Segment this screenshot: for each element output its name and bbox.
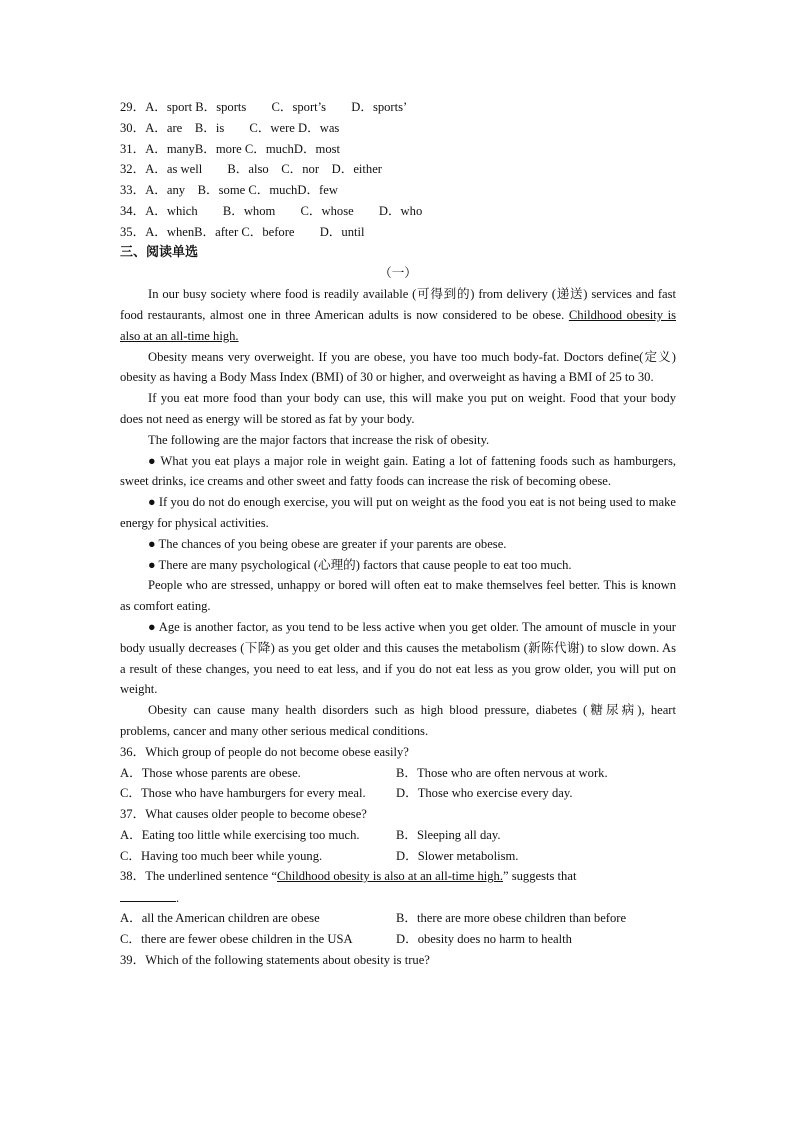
bullet-point-age: ● Age is another factor, as you tend to be less active when you get older. The amount of muscle in your body usually decreases (下降) as you get older and this causes the metabolism (新陈代谢) to slow down. As a result of these changes, you need to eat less, and if you do not eat less as you grow older, you will put on weight. — [120, 619, 676, 697]
option-a: A．all the American children are obese — [120, 911, 320, 926]
question-39 — [120, 950, 676, 971]
passage-paragraph-3: If you eat more food than your body can use, this will make you put on weight. Food that your body does not need as energy will be stored as fat by your body. — [120, 391, 676, 426]
question-37-options-ab — [120, 825, 676, 846]
passage-paragraph-1 — [120, 284, 676, 346]
question-36 — [120, 742, 676, 804]
question-38-options-ab — [120, 908, 676, 929]
cloze-item-33: 33．A．any B．some C．muchD．few — [120, 183, 338, 198]
option-a: A．Those whose parents are obese. — [120, 765, 301, 780]
cloze-item-29: 29．A．sport B．sports C．sport’s D．sports’ — [120, 100, 408, 114]
question-38-stem-end: ” suggests that — [502, 869, 577, 884]
question-36-stem: 36．Which group of people do not become obese easily? — [120, 744, 409, 759]
question-38-options-cd — [120, 929, 676, 950]
passage-paragraph-2: Obesity means very overweight. If you are obese, you have too much body-fat. Doctors define(定义) obesity as having a Body Mass Index (BMI) of 30 or higher, and overweight as having a BMI of 25 to 30. — [120, 349, 676, 385]
passage-paragraph-4: The following are the major factors that increase the risk of obesity. — [148, 432, 490, 447]
underlined-sentence: Childhood obesity is also at an all-time high. — [120, 307, 676, 343]
reading-passage — [120, 284, 676, 742]
bullet-point-psychological: ● There are many psychological (心理的) factors that cause people to eat too much. — [148, 557, 572, 572]
option-c: C．there are fewer obese children in the USA — [120, 931, 353, 946]
option-c: C．Those who have hamburgers for every meal. — [120, 786, 366, 801]
question-36-options-cd — [120, 783, 676, 804]
cloze-item-31: 31．A．manyB．more C．muchD．most — [120, 141, 341, 156]
cloze-item-34: 34．A．which B．whom C．whose D．who — [120, 203, 423, 218]
answer-blank — [120, 887, 176, 902]
option-b: B．there are more obese children than before — [396, 911, 627, 926]
question-36-options-ab — [120, 763, 676, 784]
option-a: A．Eating too little while exercising too much. — [120, 827, 360, 842]
question-38-quote: Childhood obesity is also at an all-time high. — [277, 869, 503, 884]
question-38 — [120, 866, 676, 949]
question-37-stem: 37．What causes older people to become obese? — [120, 807, 367, 822]
option-d: D．obesity does no harm to health — [396, 931, 572, 946]
section-heading: 三、阅读单选 — [120, 244, 199, 260]
option-d: D．Those who exercise every day. — [396, 786, 573, 801]
question-38-stem-start: 38．The underlined sentence “ — [120, 869, 278, 884]
passage-number: （一） — [379, 266, 417, 281]
cloze-answer-list — [120, 97, 676, 243]
paragraph-1-text: In our busy society where food is readily available (可得到的) from delivery (递送) services and fast food restaurants, almost one in three American adults is now considered to be obese. — [120, 287, 676, 322]
bullet-point-diet: ● What you eat plays a major role in weight gain. Eating a lot of fattening foods such as hamburgers, sweet drinks, ice creams and other sweet and fatty foods can increase the risk of becoming obese. — [120, 453, 676, 489]
option-b: B．Those who are often nervous at work. — [396, 765, 608, 780]
bullet-point-exercise: ● If you do not do enough exercise, you will put on weight as the food you eat is not being used to make energy for physical activities. — [120, 495, 676, 530]
cloze-item-32: 32．A．as well B．also C．nor D．either — [120, 162, 382, 177]
answer-blank-line — [120, 887, 676, 908]
option-d: D．Slower metabolism. — [396, 848, 519, 863]
blank-period: . — [176, 891, 180, 906]
question-37 — [120, 804, 676, 866]
question-38-stem — [120, 866, 676, 887]
option-b: B．Sleeping all day. — [396, 827, 501, 842]
cloze-item-35: 35．A．whenB．after C．before D．until — [120, 224, 365, 239]
option-c: C．Having too much beer while young. — [120, 848, 323, 863]
cloze-item-30: 30．A．are B．is C．were D．was — [120, 120, 340, 135]
question-39-stem: 39．Which of the following statements about obesity is true? — [120, 952, 430, 967]
question-37-options-cd — [120, 846, 676, 867]
bullet-point-parents: ● The chances of you being obese are greater if your parents are obese. — [148, 536, 507, 551]
passage-paragraph-5: People who are stressed, unhappy or bored will often eat to make themselves feel better. This is known as comfort eating. — [120, 578, 676, 614]
exam-page — [120, 97, 676, 970]
passage-paragraph-6: Obesity can cause many health disorders such as high blood pressure, diabetes (糖尿病), heart problems, cancer and many other serious medical conditions. — [120, 703, 676, 738]
